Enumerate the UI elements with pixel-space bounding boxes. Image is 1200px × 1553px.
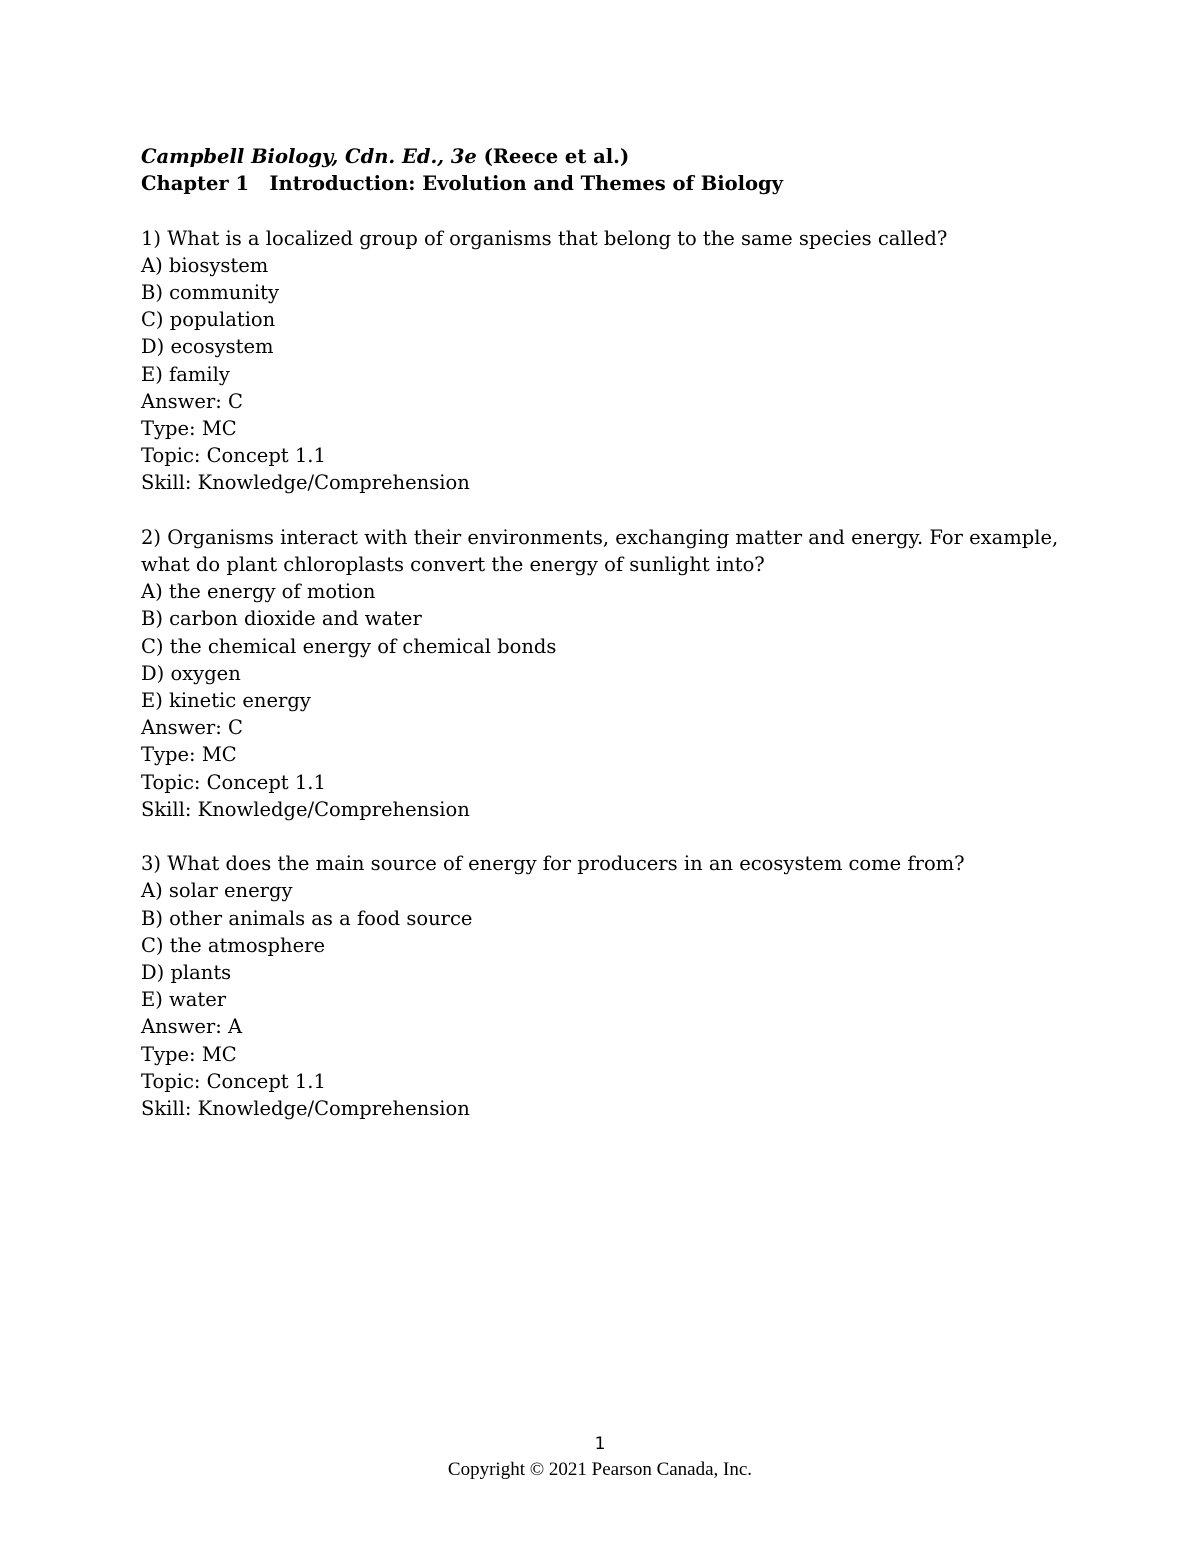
question-topic: Topic: Concept 1.1 — [141, 1069, 326, 1093]
option-a: A) solar energy — [141, 879, 293, 903]
question-type: Type: MC — [141, 743, 237, 767]
option-d: D) plants — [141, 961, 232, 985]
question-topic: Topic: Concept 1.1 — [141, 770, 326, 794]
option-b: B) carbon dioxide and water — [141, 607, 422, 631]
question-skill: Skill: Knowledge/Comprehension — [141, 1097, 470, 1121]
question-skill: Skill: Knowledge/Comprehension — [141, 471, 470, 495]
option-e: E) family — [141, 362, 230, 386]
chapter-heading — [141, 170, 1101, 197]
copyright-notice: Copyright © 2021 Pearson Canada, Inc. — [447, 1459, 753, 1480]
question-stem: 1) What is a localized group of organisms that belong to the same species called? — [141, 226, 948, 250]
answer: Answer: A — [141, 1015, 243, 1039]
option-e: E) water — [141, 988, 227, 1012]
question-type: Type: MC — [141, 417, 237, 441]
question-type: Type: MC — [141, 1042, 237, 1066]
question-skill: Skill: Knowledge/Comprehension — [141, 797, 470, 821]
question-1 — [141, 225, 1101, 497]
option-c: C) population — [141, 308, 276, 332]
spacer — [141, 823, 1101, 850]
option-a: A) the energy of motion — [141, 580, 376, 604]
option-b: B) community — [141, 281, 279, 304]
option-c: C) the atmosphere — [141, 933, 326, 957]
answer: Answer: C — [141, 389, 243, 413]
book-title-line — [141, 143, 1101, 170]
page-content — [141, 143, 1101, 1122]
chapter-title: Introduction: Evolution and Themes of Biology — [269, 172, 784, 196]
option-a: A) biosystem — [141, 253, 269, 277]
spacer — [141, 497, 1101, 524]
option-b: B) other animals as a food source — [141, 906, 473, 930]
question-topic: Topic: Concept 1.1 — [141, 444, 326, 468]
question-stem: 3) What does the main source of energy for producers in an ecosystem come from? — [141, 852, 965, 876]
book-title: Campbell Biology, Cdn. Ed., 3e — [141, 145, 477, 168]
page-number: 1 — [594, 1434, 606, 1454]
spacer — [141, 197, 1101, 224]
answer: Answer: C — [141, 716, 243, 740]
question-3 — [141, 850, 1101, 1122]
chapter-label: Chapter 1 — [141, 172, 250, 196]
option-e: E) kinetic energy — [141, 689, 311, 713]
question-2 — [141, 524, 1101, 823]
option-d: D) ecosystem — [141, 335, 274, 359]
book-authors: (Reece et al.) — [483, 145, 630, 168]
option-d: D) oxygen — [141, 661, 241, 685]
option-c: C) the chemical energy of chemical bonds — [141, 634, 557, 658]
question-stem: 2) Organisms interact with their environments, exchanging matter and energy. For example, what do plant chloroplasts convert the energy of sunlight into? — [141, 525, 1059, 577]
